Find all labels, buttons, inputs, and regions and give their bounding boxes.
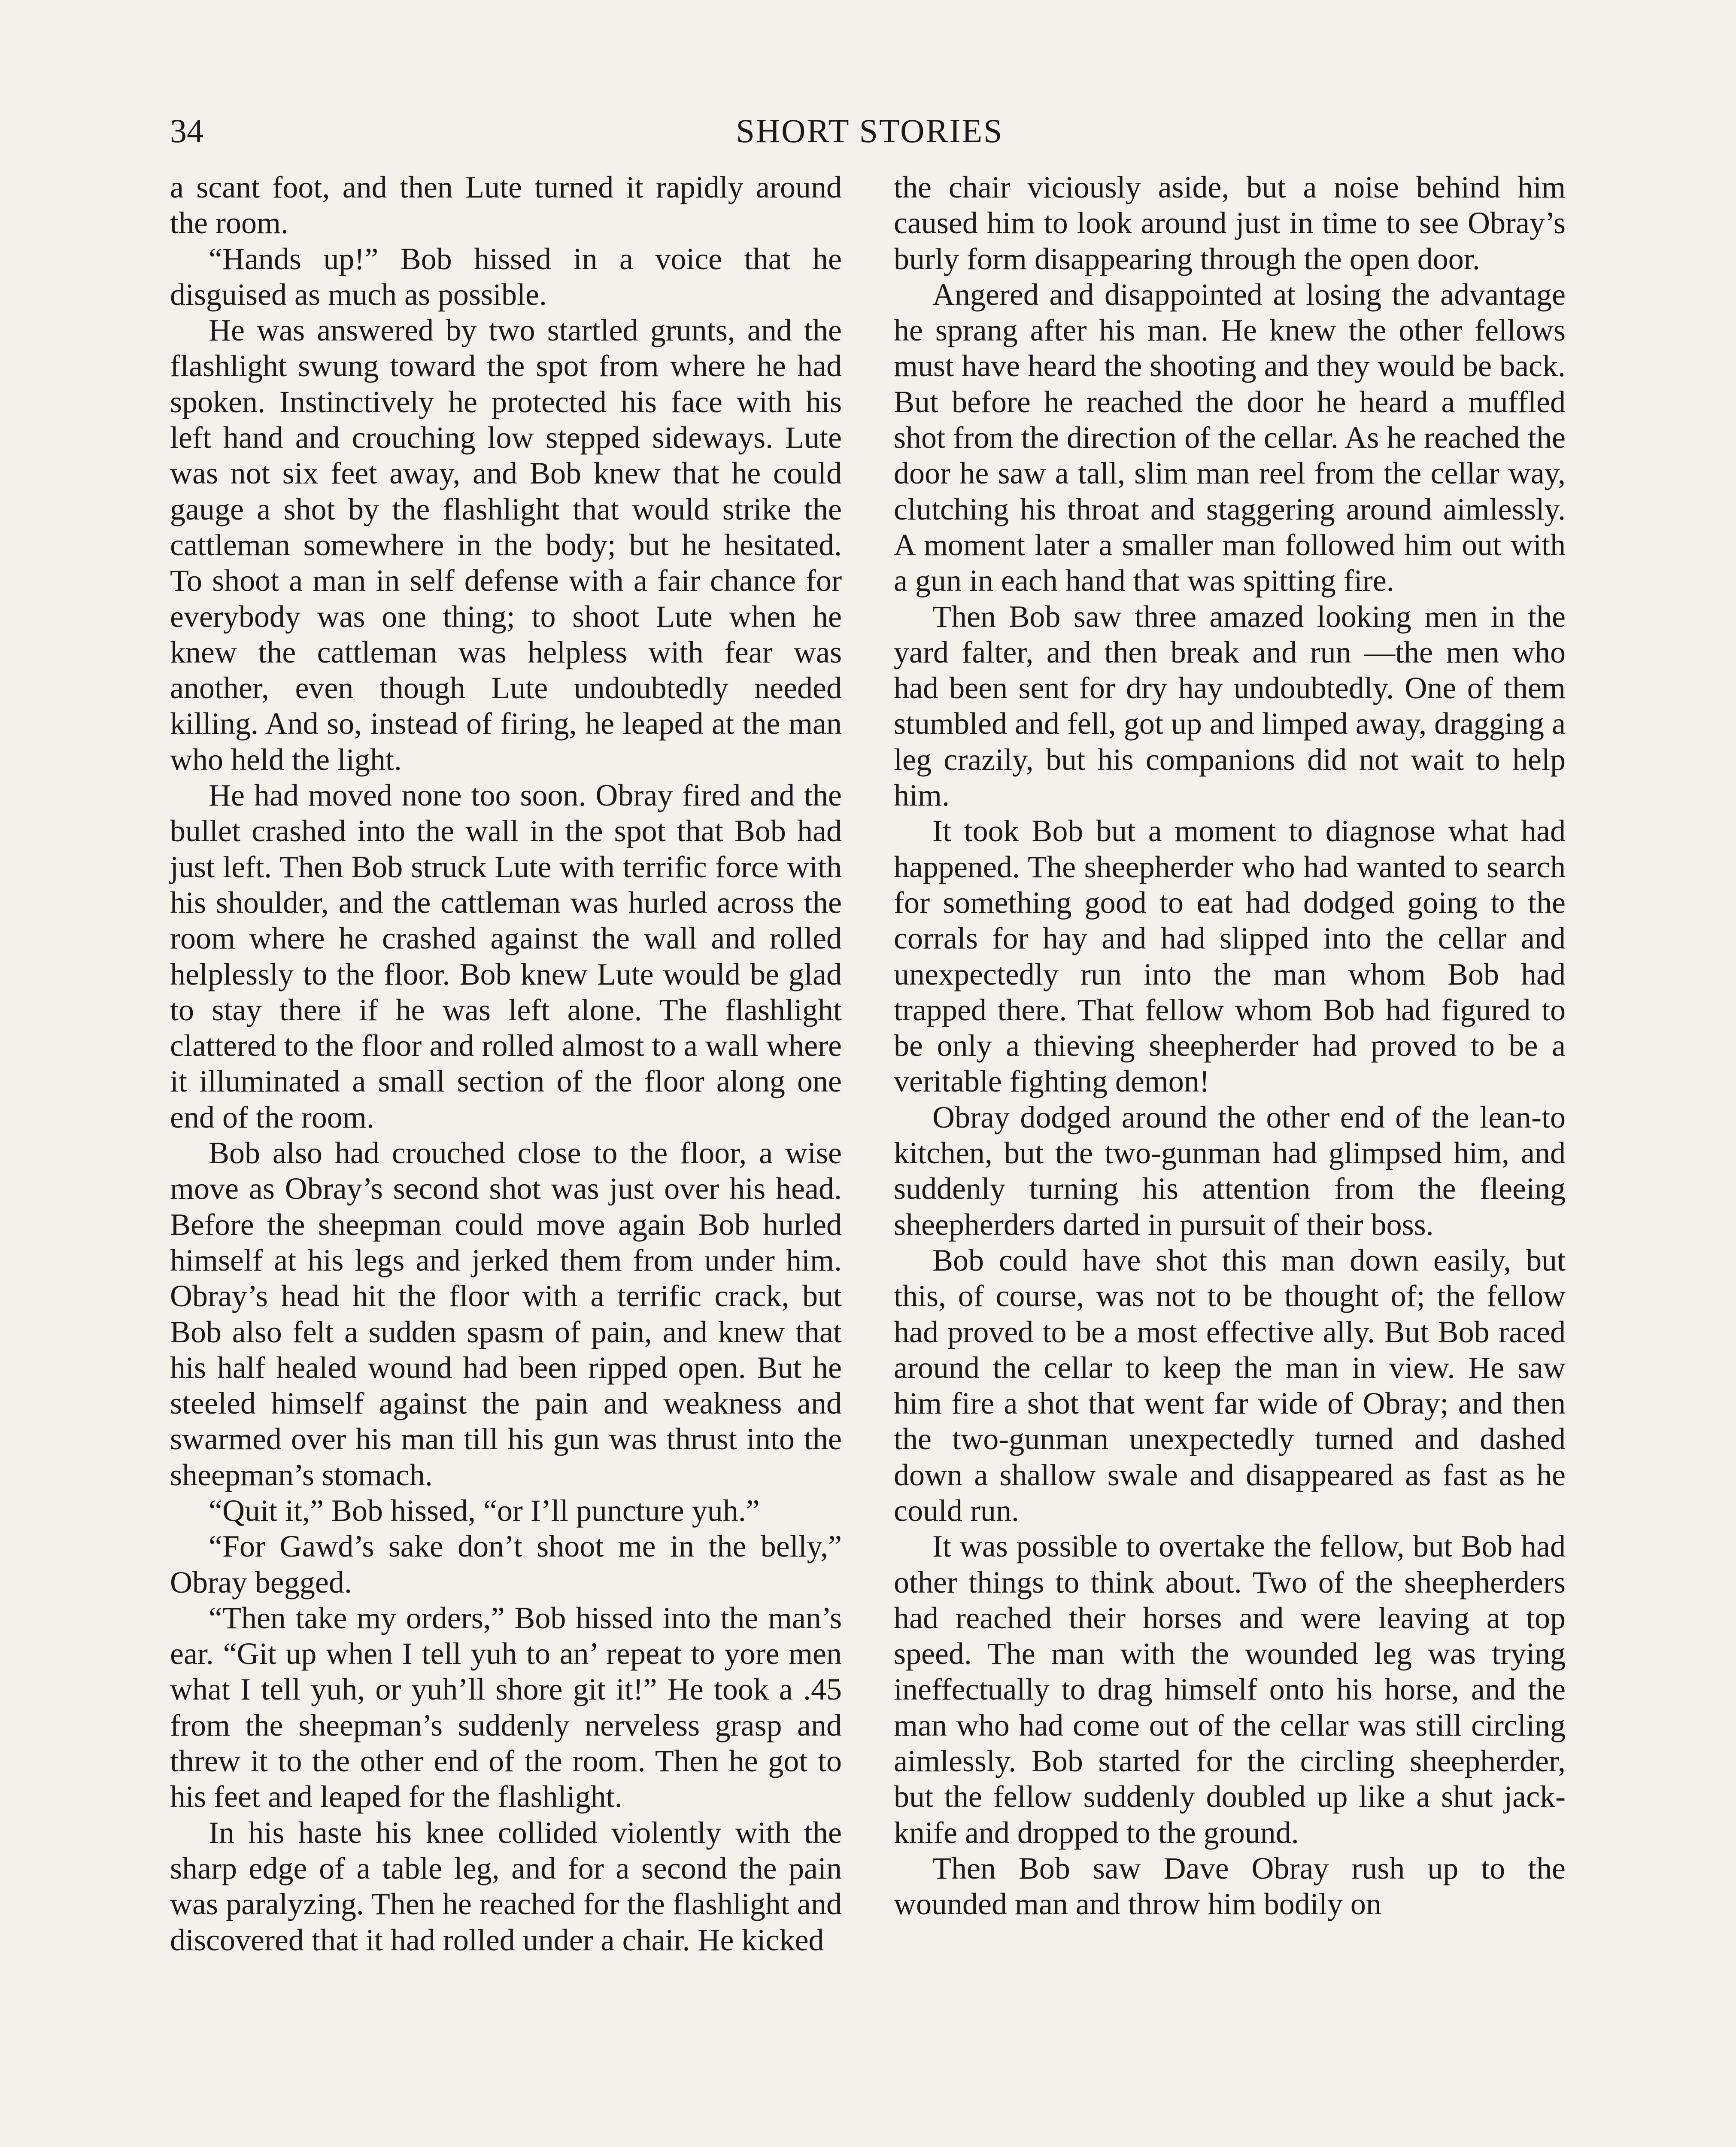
paragraph: Angered and disappointed at losing the advantage he sprang after his man. He knew the other fellows must have heard the shooting and they would be back. But before he reached the door he heard a muffled shot from the direction of the cellar. As he reached the door he saw a tall, slim man reel from the cellar way, clutching his throat and staggering around aimlessly. A moment later a smaller man followed him out with a gun in each hand that was spitting fire.: [894, 277, 1566, 598]
paragraph: Obray dodged around the other end of the lean-to kitchen, but the two-gunman had glimpsed him, and suddenly turning his attention from the fleeing sheepherders darted in pursuit of their boss.: [894, 1100, 1566, 1242]
paragraph: He was answered by two startled grunts, and the flashlight swung toward the spot from where he had spoken. Instinctively he protected his face with his left hand and crouching low stepped sideways. Lute was not six feet away, and Bob knew that he could gauge a shot by the flashlight that would strike the cattleman somewhere in the body; but he hesitated. To shoot a man in self defense with a fair chance for everybody was one thing; to shoot Lute when he knew the cattleman was helpless with fear was another, even though Lute undoubtedly needed killing. And so, instead of firing, he leaped at the man who held the light.: [170, 313, 842, 777]
left-column: [170, 170, 842, 1958]
paragraph: In his haste his knee collided violently with the sharp edge of a table leg, and for a second the pain was paralyzing. Then he reached for the flashlight and discovered that it had rolled under a chair. He kicked: [170, 1815, 842, 1957]
paragraph: “For Gawd’s sake don’t shoot me in the belly,” Obray begged.: [170, 1529, 842, 1600]
paragraph: a scant foot, and then Lute turned it rapidly around the room.: [170, 170, 842, 240]
paragraph: Then Bob saw Dave Obray rush up to the wounded man and throw him bodily on: [894, 1851, 1566, 1922]
paragraph: Then Bob saw three amazed looking men in the yard falter, and then break and run —the men who had been sent for dry hay undoubtedly. One of them stumbled and fell, got up and limped away, dragging a leg crazily, but his companions did not wait to help him.: [894, 599, 1566, 813]
page-number: 34: [170, 112, 203, 149]
paragraph: Bob also had crouched close to the floor, a wise move as Obray’s second shot was just over his head. Before the sheepman could move again Bob hurled himself at his legs and jerked them from under him. Obray’s head hit the floor with a terrific crack, but Bob also felt a sudden spasm of pain, and knew that his half healed wound had been ripped open. But he steeled himself against the pain and weakness and swarmed over his man till his gun was thrust into the sheepman’s stomach.: [170, 1136, 842, 1492]
running-title: SHORT STORIES: [736, 112, 1004, 149]
right-column: [894, 170, 1566, 1922]
paragraph: “Then take my orders,” Bob hissed into the man’s ear. “Git up when I tell yuh to an’ repeat to yore men what I tell yuh, or yuh’ll shore git it!” He took a .45 from the sheepman’s suddenly nerveless grasp and threw it to the other end of the room. Then he got to his feet and leaped for the flashlight.: [170, 1600, 842, 1814]
page-header: [170, 107, 1569, 155]
paragraph: “Quit it,” Bob hissed, “or I’ll puncture yuh.”: [209, 1493, 760, 1528]
paragraph: Bob could have shot this man down easily, but this, of course, was not to be thought of; the fellow had proved to be a most effective ally. But Bob raced around the cellar to keep the man in view. He saw him fire a shot that went far wide of Obray; and then the two-gunman unexpectedly turned and dashed down a shallow swale and disappeared as fast as he could run.: [894, 1243, 1566, 1528]
paragraph: “Hands up!” Bob hissed in a voice that he disguised as much as possible.: [170, 241, 842, 312]
paragraph: He had moved none too soon. Obray fired and the bullet crashed into the wall in the spot that Bob had just left. Then Bob struck Lute with terrific force with his shoulder, and the cattleman was hurled across the room where he crashed against the wall and rolled helplessly to the floor. Bob knew Lute would be glad to stay there if he was left alone. The flashlight clattered to the floor and rolled almost to a wall where it illuminated a small section of the floor along one end of the room.: [170, 778, 842, 1134]
paragraph: It took Bob but a moment to diagnose what had happened. The sheepherder who had wanted to search for something good to eat had dodged going to the corrals for hay and had slipped into the cellar and unexpectedly run into the man whom Bob had trapped there. That fellow whom Bob had figured to be only a thieving sheepherder had proved to be a veritable fighting demon!: [894, 814, 1566, 1099]
paragraph: the chair viciously aside, but a noise behind him caused him to look around just in time to see Obray’s burly form disappearing through the open door.: [894, 170, 1566, 276]
paragraph: It was possible to overtake the fellow, but Bob had other things to think about. Two of the sheepherders had reached their horses and were leaving at top speed. The man with the wounded leg was trying ineffectually to drag himself onto his horse, and the man who had come out of the cellar was still circling aimlessly. Bob started for the circling sheepherder, but the fellow suddenly doubled up like a shut jack-knife and dropped to the ground.: [894, 1529, 1566, 1850]
